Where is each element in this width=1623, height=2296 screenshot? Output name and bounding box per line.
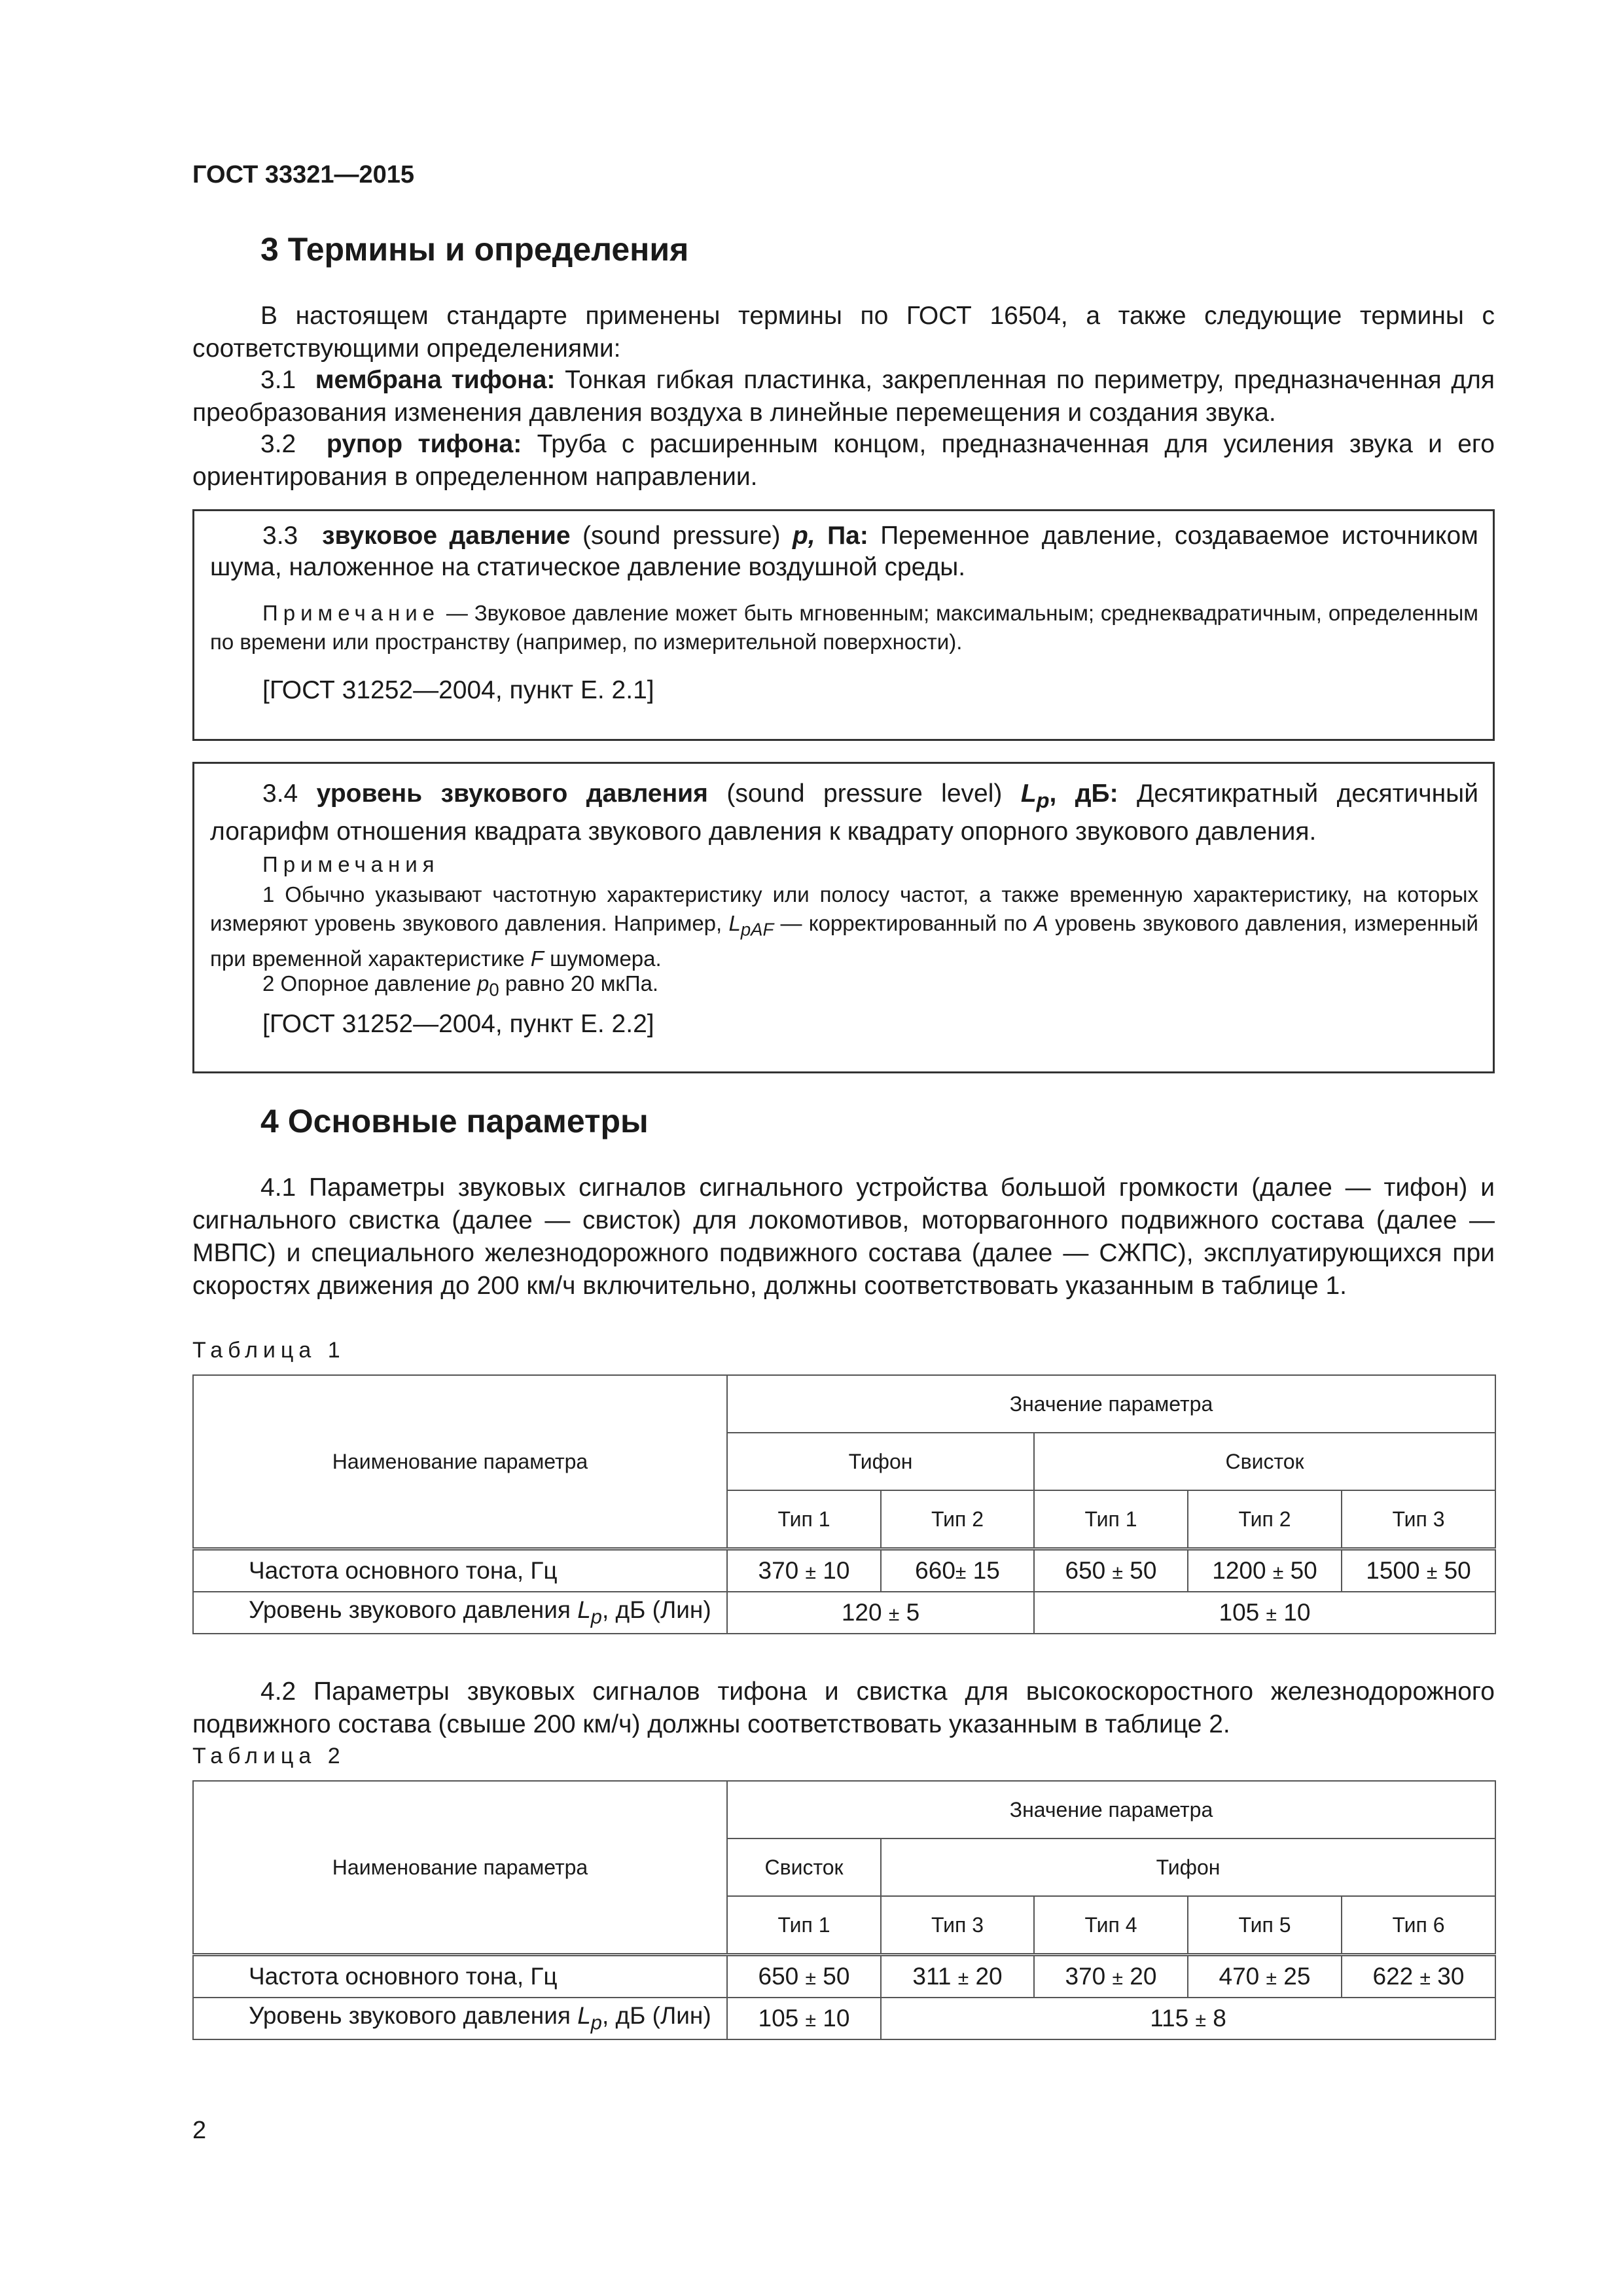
table-header-type: Тип 3 [1342, 1490, 1495, 1549]
term-number: 3.1 [260, 366, 296, 394]
table-row [193, 1549, 1495, 1592]
table-row [193, 1955, 1495, 1998]
table-cell: 105 ± 10 [1034, 1592, 1495, 1634]
term-name: мембрана тифона: [315, 366, 556, 394]
table-header-group: Тифон [881, 1839, 1495, 1896]
table-header-type: Тип 1 [727, 1896, 881, 1955]
table-cell: 650 ± 50 [727, 1955, 881, 1998]
table-row [193, 1998, 1495, 2039]
term-3-4-note-1: 1 Обычно указывают частотную характеристику или полосу частот, а также временную характеристику, на которых измеряют уровень звукового давления. Например, $L_{pAF}$ — корректированный по А уровень звукового давления, измеренный при временной характеристике F шумомера. [210, 882, 1478, 971]
table-cell: 115 ± 8 [881, 1998, 1495, 2039]
table-cell-name: Уровень звукового давления $L_p$, дБ (Лин) [193, 1592, 727, 1634]
term-3-4: 3.4 уровень звукового давления (sound pressure level) $L_p$, дБ: Десятикратный десятичный логарифм отношения квадрата звукового давления к квадрату опорного звукового давления. [210, 780, 1478, 846]
table-cell: 650 ± 50 [1034, 1549, 1188, 1592]
table-header-name: Наименование параметра [193, 1375, 727, 1549]
term-3-4-box [192, 762, 1495, 1073]
section-3-title: 3 Термины и определения [260, 231, 689, 268]
table-cell-name: Частота основного тона, Гц [193, 1955, 727, 1998]
table-1 [192, 1374, 1496, 1634]
table-header-type: Тип 1 [1034, 1490, 1188, 1549]
term-3-3-reference: [ГОСТ 31252—2004, пункт Е. 2.1] [262, 676, 654, 704]
table-header-type: Тип 2 [1188, 1490, 1342, 1549]
term-3-1 [192, 364, 1495, 429]
table-cell: 311 ± 20 [881, 1955, 1034, 1998]
table-header-value: Значение параметра [727, 1781, 1495, 1839]
term-3-2 [192, 428, 1495, 493]
table-2-caption: Таблица 2 [192, 1744, 346, 1768]
table-header-type: Тип 2 [881, 1490, 1034, 1549]
term-3-4-notes-label: Примечания [262, 852, 440, 876]
table-cell-name: Уровень звукового давления $L_p$, дБ (Лин) [193, 1998, 727, 2039]
term-3-3: 3.3 звуковое давление (sound pressure) p, Па: Переменное давление, создаваемое источником шума, наложенное на статическое давление воздушной среды. [210, 522, 1478, 581]
term-definition: Труба с расширенным концом, предназначенная для усиления звука и его ориентирования в определенном направлении. [192, 430, 1495, 491]
table-cell: 120 ± 5 [727, 1592, 1034, 1634]
table-header-type: Тип 4 [1034, 1896, 1188, 1955]
term-3-4-reference: [ГОСТ 31252—2004, пункт Е. 2.2] [262, 1010, 654, 1038]
table-header-type: Тип 6 [1342, 1896, 1495, 1955]
table-header-value: Значение параметра [727, 1375, 1495, 1433]
section-3-intro: В настоящем стандарте применены термины по ГОСТ 16504, а также следующие термины с соответствующими определениями: [192, 302, 1495, 363]
paragraph-4-2: 4.2 Параметры звуковых сигналов тифона и свистка для высокоскоростного железнодорожного подвижного состава (свыше 200 км/ч) должны соответствовать указанным в таблице 2. [192, 1677, 1495, 1738]
table-header-type: Тип 1 [727, 1490, 881, 1549]
section-4-title: 4 Основные параметры [260, 1103, 649, 1139]
table-header-type: Тип 3 [881, 1896, 1034, 1955]
term-number: 3.2 [260, 430, 296, 458]
table-header-name: Наименование параметра [193, 1781, 727, 1955]
page-number: 2 [192, 2117, 207, 2144]
table-cell-name: Частота основного тона, Гц [193, 1549, 727, 1592]
term-definition: Тонкая гибкая пластинка, закрепленная по периметру, предназначенная для преобразования изменения давления воздуха в линейные перемещения и создания звука. [192, 366, 1495, 427]
table-header-group: Тифон [727, 1433, 1034, 1490]
term-name: рупор тифона: [326, 430, 522, 458]
table-1-caption: Таблица 1 [192, 1338, 346, 1363]
table-cell: 470 ± 25 [1188, 1955, 1342, 1998]
table-cell: 622 ± 30 [1342, 1955, 1495, 1998]
table-cell: 1200 ± 50 [1188, 1549, 1342, 1592]
table-cell: 660± 15 [881, 1549, 1034, 1592]
term-3-3-box [192, 509, 1495, 741]
table-header-group: Свисток [1034, 1433, 1495, 1490]
table-header-group: Свисток [727, 1839, 881, 1896]
table-cell: 370 ± 10 [727, 1549, 881, 1592]
table-cell: 105 ± 10 [727, 1998, 881, 2039]
document-id: ГОСТ 33321—2015 [192, 161, 415, 188]
term-3-3-note: Примечание — Звуковое давление может быть мгновенным; максимальным; среднеквадратичным, определенным по времени или пространству (например, по измерительной поверхности). [210, 601, 1478, 654]
table-header-type: Тип 5 [1188, 1896, 1342, 1955]
table-row [193, 1592, 1495, 1634]
paragraph-4-1: 4.1 Параметры звуковых сигналов сигнального устройства большой громкости (далее — тифон) и сигнального свистка (далее — свисток) для локомотивов, моторвагонного подвижного состава (далее — МВПС) и специального железнодорожного подвижного состава (далее — СЖПС), эксплуатирующихся при скоростях движения до 200 км/ч включительно, должны соответствовать указанным в таблице 1. [192, 1174, 1495, 1300]
table-2 [192, 1780, 1496, 2040]
table-cell: 1500 ± 50 [1342, 1549, 1495, 1592]
table-cell: 370 ± 20 [1034, 1955, 1188, 1998]
term-3-4-note-2: 2 Опорное давление $p_0$ равно 20 мкПа. [262, 971, 659, 1000]
